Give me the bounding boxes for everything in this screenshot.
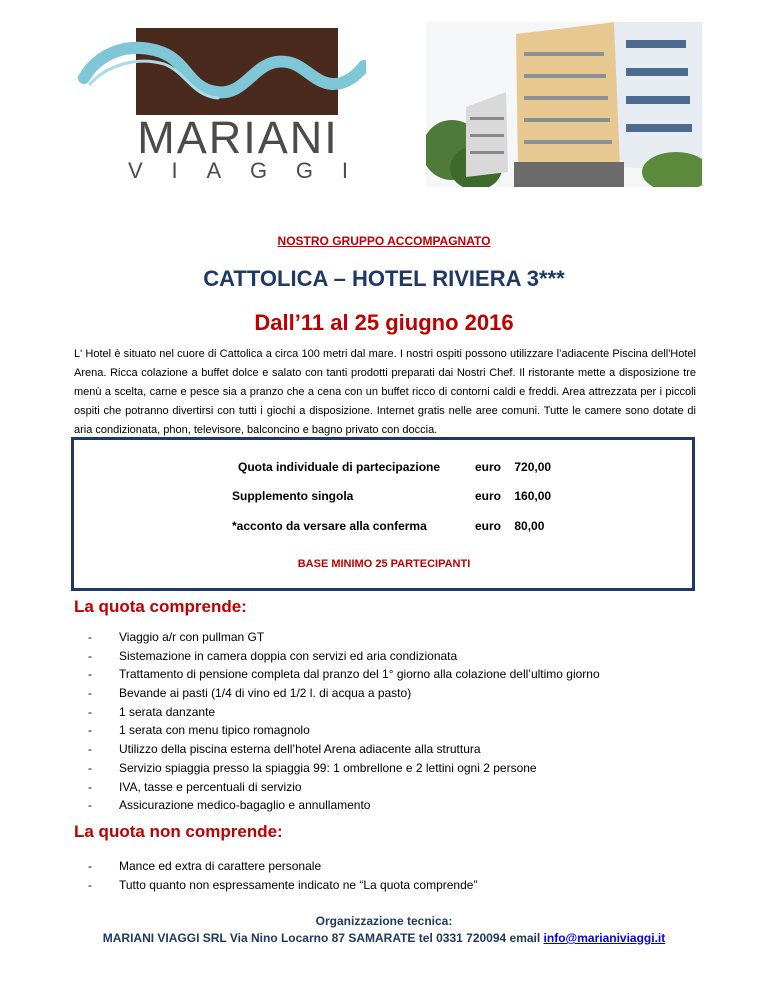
list-item: - Trattamento di pensione completa dal pranzo del 1° giorno alla colazione dell’ultimo giorno — [88, 667, 600, 682]
organizer-label: Organizzazione tecnica: — [315, 914, 453, 928]
price-label: Supplemento singola — [232, 489, 354, 503]
includes-heading: La quota comprende: — [74, 597, 247, 616]
price-amount: 160,00 — [514, 489, 552, 503]
logo-letter: I — [341, 158, 348, 183]
price-currency: euro — [475, 519, 502, 533]
price-value — [475, 489, 551, 503]
contact-line — [0, 931, 768, 945]
excludes-list — [88, 857, 728, 894]
logo-letter: V — [128, 158, 143, 183]
trip-dates: Dall’11 al 25 giugno 2016 — [254, 310, 514, 335]
list-item: - Tutto quanto non espressamente indicato ne “La quota comprende” — [88, 877, 478, 892]
list-item: - IVA, tasse e percentuali di servizio — [88, 779, 302, 794]
price-currency: euro — [475, 489, 502, 503]
price-amount: 80,00 — [514, 519, 545, 533]
group-subheading: NOSTRO GRUPPO ACCOMPAGNATO — [277, 234, 491, 248]
list-item: - Viaggio a/r con pullman GT — [88, 630, 265, 644]
list-item: - Assicurazione medico-bagaglio e annullamento — [88, 798, 371, 813]
price-value — [475, 460, 551, 474]
price-label: Quota individuale di partecipazione — [238, 460, 441, 474]
price-value — [475, 519, 544, 533]
list-item: - Servizio spiaggia presso la spiaggia 99: 1 ombrellone e 2 lettini ogni 2 persone — [88, 760, 537, 775]
list-item: - Utilizzo della piscina esterna dell’hotel Arena adiacente alla struttura — [88, 742, 481, 757]
hotel-description: L' Hotel è situato nel cuore di Cattolica a circa 100 metri dal mare. I nostri ospiti possono utilizzare l’adiacente Piscina dell'Hotel Arena. Ricca colazione a buffet dolce e salato con tanti prodotti preparati dai Nostri Chef. Il ristorante mette a disposizione tre menù a scelta, carne e pesce sia a pranzo che a cena con un buffet ricco di contorni caldi e freddi. Area attrezzata per i piccoli ospiti che potranno divertirsi con tutti i giochi a disposizione. Internet gratis nelle aree comuni. Tutte le camere sono dotate di aria condizionata, phon, televisore, balconcino e bagno privato con doccia. — [74, 348, 696, 436]
list-item: - 1 serata danzante — [88, 704, 216, 719]
logo-name: MARIANI — [137, 112, 339, 163]
logo-letter: I — [171, 158, 178, 183]
price-currency: euro — [475, 460, 502, 474]
logo-subtitle — [128, 158, 348, 184]
email-link[interactable]: info@marianiviaggi.it — [543, 931, 666, 945]
list-item: - 1 serata con menu tipico romagnolo — [88, 723, 310, 738]
list-item: - Sistemazione in camera doppia con servizi ed aria condizionata — [88, 648, 458, 663]
logo-letter: G — [249, 158, 268, 183]
price-label: *acconto da versare alla conferma — [232, 519, 427, 533]
excludes-heading: La quota non comprende: — [74, 822, 283, 841]
contact-text: MARIANI VIAGGI SRL Via Nino Locarno 87 SAMARATE tel 0331 720094 email — [102, 931, 541, 945]
includes-list — [88, 628, 728, 815]
price-amount: 720,00 — [514, 460, 552, 474]
hotel-photo — [426, 22, 702, 187]
logo-wave-icon — [76, 26, 366, 106]
logo-letter: A — [206, 158, 222, 183]
list-item: - Bevande ai pasti (1/4 di vino ed 1/2 l. di acqua a pasto) — [88, 686, 412, 701]
list-item: - Mance ed extra di carattere personale — [88, 859, 322, 873]
logo-letter: G — [295, 158, 313, 183]
minimum-participants: BASE MINIMO 25 PARTECIPANTI — [297, 558, 471, 570]
page-title: CATTOLICA – HOTEL RIVIERA 3*** — [203, 266, 565, 291]
